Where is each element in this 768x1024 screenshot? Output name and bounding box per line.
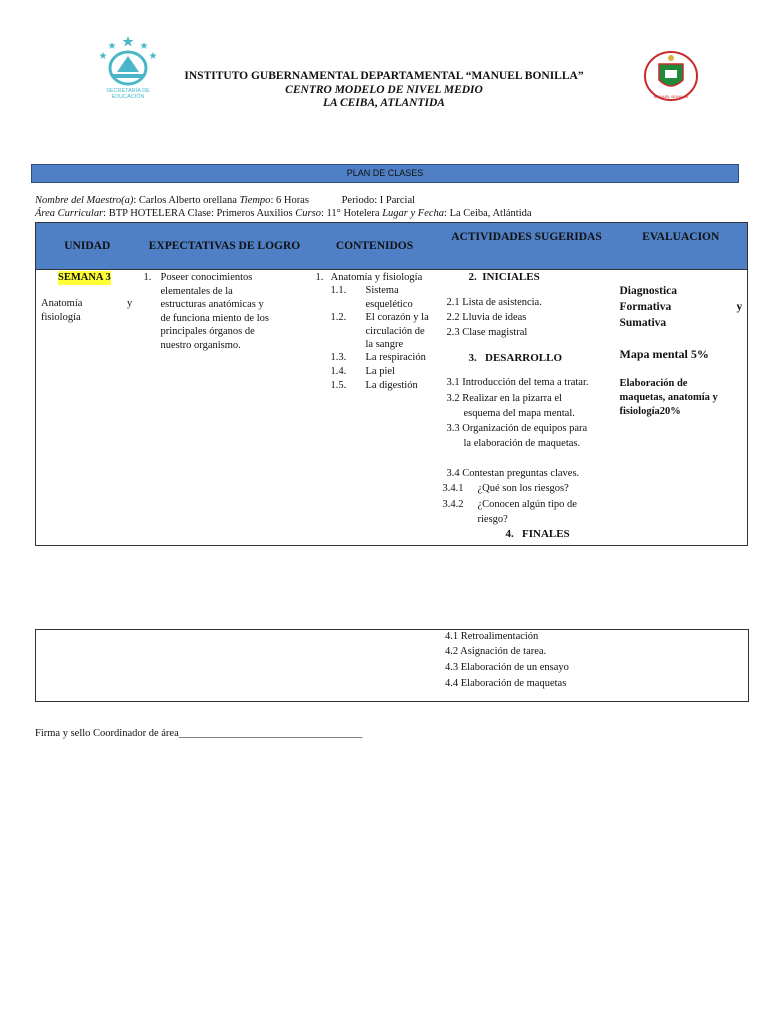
- contenido-line: esquelético: [365, 298, 413, 310]
- actividad-item: 3.1 Introducción del tema a tratar.: [446, 377, 589, 388]
- cell-evaluacion: [615, 270, 748, 546]
- actividad-item: 2.2 Lluvia de ideas: [446, 312, 527, 323]
- eval-maquetas-line: fisiología20%: [619, 406, 681, 417]
- finales-item: 4.1 Retroalimentación: [445, 631, 539, 642]
- area-value: : BTP HOTELERA Clase: Primeros Auxilios: [103, 208, 293, 219]
- table-row: [36, 270, 748, 546]
- logo-right-text: MANUEL BONILLA: [653, 94, 689, 99]
- expectativa-line: estructuras anatómicas y: [160, 299, 264, 310]
- lugar-value: : La Ceiba, Atlántida: [444, 208, 532, 219]
- contenido-item: La digestión: [365, 380, 418, 391]
- contenido-num: 1.1.: [330, 285, 347, 296]
- contenido-line: Sistema: [365, 285, 399, 296]
- contenido-num: 1.2.: [330, 312, 347, 323]
- cell-actividades: [439, 270, 615, 546]
- semana-label: SEMANA 3: [58, 272, 111, 283]
- tiempo-value: : 6 Horas: [270, 195, 309, 206]
- eval-y: y: [736, 301, 743, 313]
- contenido-item: [366, 284, 413, 311]
- cell-contenidos: [311, 270, 439, 546]
- curso-value: : 11° Hotelera: [320, 208, 380, 219]
- finales-item: 4.3 Elaboración de un ensayo: [445, 662, 569, 673]
- logo-left-text1: SECRETARÍA DE: [106, 88, 150, 94]
- finales-heading: 4. FINALES: [505, 528, 570, 540]
- eval-maquetas-line: Elaboración de: [619, 378, 688, 389]
- eval-maquetas-line: maquetas, anatomía y: [619, 392, 718, 403]
- tema-y: y: [127, 298, 133, 309]
- center-name: CENTRO MODELO DE NIVEL MEDIO: [285, 84, 483, 96]
- desarrollo-heading: 3. DESARROLLO: [468, 352, 563, 364]
- signature-line: Firma y sello Coordinador de área___________________________________: [35, 728, 363, 739]
- iniciales-heading: 2. INICIALES: [468, 271, 540, 283]
- actividad-num: 3.4.2: [442, 499, 464, 510]
- contenido-item: La piel: [365, 366, 395, 377]
- lugar-label: Lugar y Fecha: [382, 208, 445, 219]
- actividad-item: 3.3 Organización de equipos para: [446, 423, 588, 434]
- info-line-1: [35, 195, 415, 206]
- header-expectativas: EXPECTATIVAS DE LOGRO: [139, 223, 311, 270]
- expectativa-line: Poseer conocimientos: [160, 272, 253, 283]
- header-actividades: ACTIVIDADES SUGERIDAS: [439, 223, 615, 270]
- expectativa-line: de funciona miento de los: [160, 312, 269, 324]
- actividad-item: ¿Conocen algún tipo de: [477, 499, 577, 510]
- contenido-num: 1.3.: [330, 352, 347, 363]
- eval-diagnostica: Diagnostica: [619, 285, 677, 297]
- expectativa-line: elementales de la: [160, 285, 233, 297]
- contenido-line: El corazón y la: [365, 312, 429, 323]
- cell-expectativas: [139, 270, 311, 546]
- maestro-value: : Carlos Alberto orellana: [133, 195, 237, 206]
- actividad-item: ¿Qué son los riesgos?: [477, 483, 569, 494]
- maestro-label: Nombre del Maestro(a): [35, 195, 134, 206]
- expectativa-text: [161, 271, 269, 352]
- finales-box: [35, 629, 749, 702]
- actividad-item: 3.2 Realizar en la pizarra el: [446, 393, 562, 404]
- institute-name: INSTITUTO GUBERNAMENTAL DEPARTAMENTAL “MANUEL BONILLA”: [184, 70, 584, 82]
- expectativa-line: nuestro organismo.: [160, 339, 241, 351]
- lesson-plan-table: [35, 222, 748, 546]
- plan-title-bar: PLAN DE CLASES: [31, 164, 739, 183]
- contenido-item: [366, 311, 429, 352]
- actividad-item: riesgo?: [477, 514, 508, 525]
- periodo: Periodo: I Parcial: [341, 195, 416, 206]
- actividad-item: 3.4 Contestan preguntas claves.: [446, 468, 580, 479]
- finales-item: 4.2 Asignación de tarea.: [445, 646, 547, 657]
- cell-unidad: [36, 270, 139, 546]
- contenido-main: 1. Anatomía y fisiología: [315, 272, 423, 283]
- tiempo-label: Tiempo: [239, 195, 271, 206]
- expectativa-line: principales órganos de: [160, 326, 255, 337]
- tema-anatomia: Anatomía: [41, 298, 83, 309]
- actividad-item: 2.3 Clase magistral: [446, 327, 528, 338]
- info-line-2: [35, 208, 532, 219]
- expectativa-num: 1.: [143, 272, 152, 283]
- header-unidad: UNIDAD: [36, 223, 139, 270]
- actividad-num: 3.4.1: [442, 483, 464, 494]
- finales-item: 4.4 Elaboración de maquetas: [445, 678, 567, 689]
- location: LA CEIBA, ATLANTIDA: [323, 97, 445, 109]
- eval-formativa: Formativa: [619, 301, 672, 313]
- eval-sumativa: Sumativa: [619, 317, 667, 329]
- header-contenidos: CONTENIDOS: [311, 223, 439, 270]
- actividad-item: la elaboración de maquetas.: [463, 438, 581, 449]
- actividad-item: esquema del mapa mental.: [463, 408, 575, 419]
- contenido-num: 1.4.: [330, 366, 347, 377]
- area-label: Área Curricular: [35, 208, 104, 219]
- tema-fisiologia: fisiología: [41, 312, 81, 323]
- contenido-item: La respiración: [365, 352, 426, 363]
- curso-label: Curso: [295, 208, 321, 219]
- contenido-line: la sangre: [365, 339, 404, 350]
- header-evaluacion: EVALUACION: [615, 223, 748, 270]
- contenido-num: 1.5.: [330, 380, 347, 391]
- contenido-line: circulación de: [365, 325, 425, 337]
- logo-left-text2: EDUCACIÓN: [111, 94, 145, 100]
- actividad-item: 2.1 Lista de asistencia.: [446, 297, 542, 308]
- table-header-row: [36, 223, 748, 270]
- eval-mapa-mental: Mapa mental 5%: [619, 347, 709, 361]
